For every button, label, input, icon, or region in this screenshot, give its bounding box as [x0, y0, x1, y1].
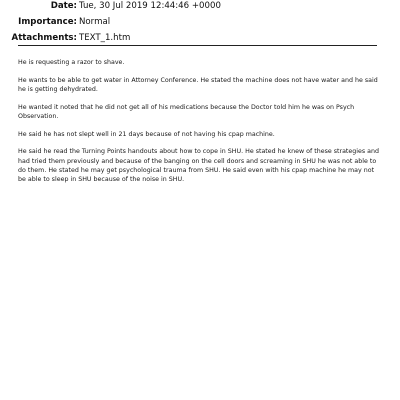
email-header: [0, 0, 400, 46]
attachments-label: Attachments:: [11, 33, 77, 43]
body-paragraph-2: He wants to be able to get water in Attorney Conference. He stated the machine does not have water and he said he is getting dehydrated.: [18, 76, 378, 93]
body-paragraph-4: He said he has not slept well in 21 days because of not having his cpap machine.: [18, 130, 275, 138]
header-row-date: [0, 0, 400, 14]
body-paragraph-1: He is requesting a razor to shave.: [18, 59, 125, 66]
header-divider: [18, 45, 377, 46]
body-paragraph-5: He said he read the Turning Points handouts about how to cope in SHU. He stated he knew of these strategies and had tried them previously and because of the banging on the cell doors and screaming in SHU he was not able to do them. He stated he may get psychological trauma from SHU. He said even with his cpap machine he may not be able to sleep in SHU because of the noise in SHU.: [18, 148, 380, 184]
date-label: Date:: [50, 1, 77, 11]
importance-label: Importance:: [18, 17, 77, 27]
body-paragraph-3: He wanted it noted that he did not get all of his medications because the Doctor told him he was on Psych Observation.: [18, 103, 355, 120]
email-body: [18, 58, 380, 193]
date-value: Tue, 30 Jul 2019 12:44:46 +0000: [79, 1, 221, 11]
header-row-attachments: [0, 30, 400, 46]
attachments-value: TEXT_1.htm: [79, 33, 131, 43]
header-row-importance: [0, 14, 400, 30]
importance-value: Normal: [79, 17, 111, 27]
